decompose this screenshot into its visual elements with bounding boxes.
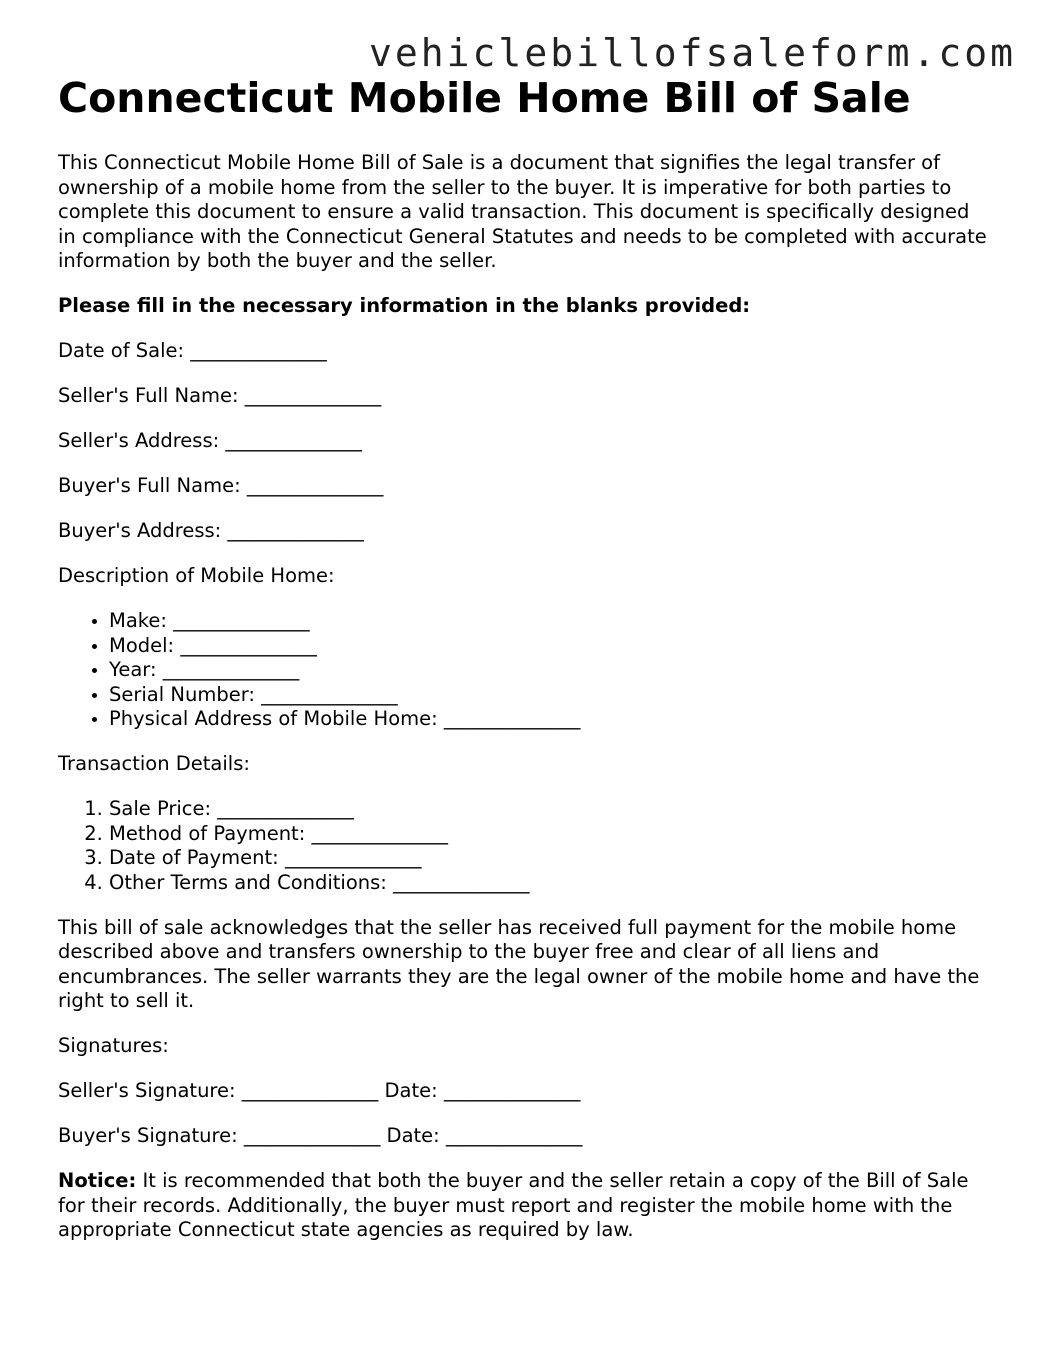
description-item-serial: • Serial Number: ______________	[109, 683, 993, 708]
description-item-make: • Make: ______________	[109, 609, 993, 634]
instruction-text: Please fill in the necessary information in the blanks provided:	[58, 294, 751, 317]
transaction-list	[58, 797, 993, 895]
acknowledgement-paragraph: This bill of sale acknowledges that the seller has received full payment for the mobile home described above and transfers ownership to the buyer free and clear of all liens and encumbrances. The seller warrants they are the legal owner of the mobile home and have the right to sell it.	[58, 915, 980, 1012]
description-list	[58, 609, 993, 732]
description-item-year: • Year: ______________	[109, 658, 993, 683]
transaction-item-price: 1. Sale Price: ______________	[109, 797, 993, 822]
field-buyer-address: Buyer's Address: ______________	[58, 519, 364, 542]
notice-label: Notice:	[58, 1169, 137, 1192]
description-item-address: • Physical Address of Mobile Home: ______________	[109, 707, 993, 732]
signatures-heading: Signatures:	[58, 1034, 169, 1057]
page-title: Connecticut Mobile Home Bill of Sale	[58, 74, 911, 122]
field-seller-address: Seller's Address: ______________	[58, 429, 362, 452]
notice-text: It is recommended that both the buyer and the seller retain a copy of the Bill of Sale for their records. Additionally, the buyer must report and register the mobile home with the appropriate Connecticut state agencies as required by law.	[58, 1169, 969, 1241]
description-heading: Description of Mobile Home:	[58, 564, 335, 587]
document-body	[58, 151, 993, 1263]
description-item-model: • Model: ______________	[109, 634, 993, 659]
intro-paragraph: This Connecticut Mobile Home Bill of Sale is a document that signifies the legal transfer of ownership of a mobile home from the seller to the buyer. It is imperative for both parties to complete this document to ensure a valid transaction. This document is specifically designed in compliance with the Connecticut General Statutes and needs to be completed with accurate information by both the buyer and the seller.	[58, 151, 987, 272]
transaction-item-terms: 4. Other Terms and Conditions: ______________	[109, 871, 993, 896]
transaction-heading: Transaction Details:	[58, 752, 250, 775]
buyer-signature-line: Buyer's Signature: ______________ Date: ______________	[58, 1124, 583, 1147]
transaction-item-method: 2. Method of Payment: ______________	[109, 822, 993, 847]
transaction-item-date: 3. Date of Payment: ______________	[109, 846, 993, 871]
field-buyer-name: Buyer's Full Name: ______________	[58, 474, 384, 497]
notice-paragraph	[58, 1169, 993, 1243]
field-seller-name: Seller's Full Name: ______________	[58, 384, 382, 407]
site-watermark: vehiclebillofsaleform.com	[369, 31, 1016, 75]
field-date-of-sale: Date of Sale: ______________	[58, 339, 327, 362]
seller-signature-line: Seller's Signature: ______________ Date: ______________	[58, 1079, 581, 1102]
